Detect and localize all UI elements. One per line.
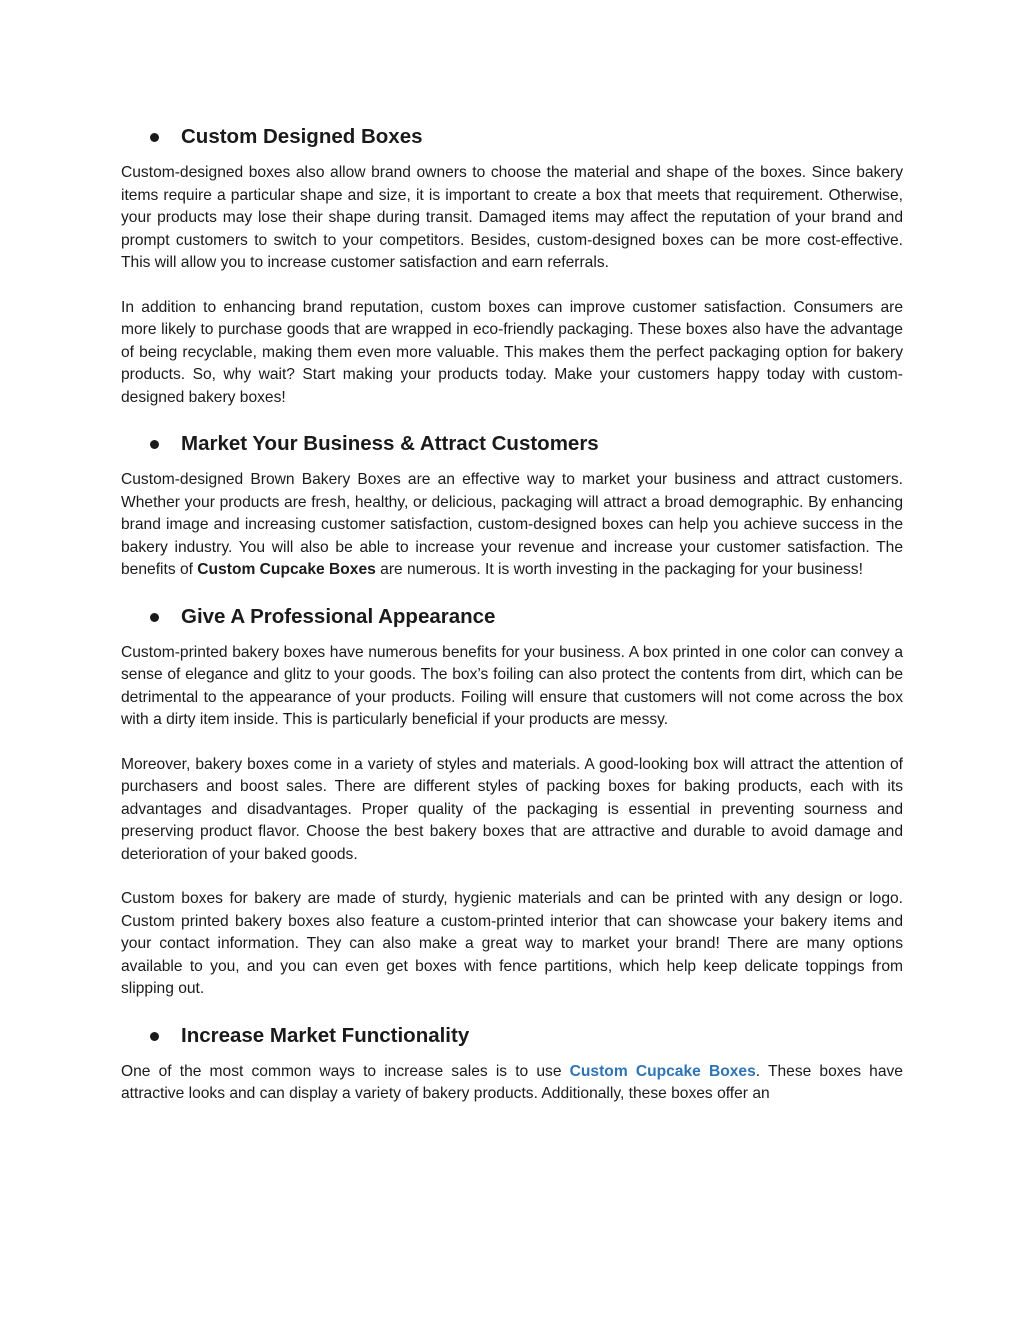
paragraph-text: are numerous. It is worth investing in the packaging for your business! [375, 561, 863, 578]
heading-text: Market Your Business & Attract Customers [181, 432, 599, 455]
document-body [121, 120, 903, 1106]
paragraph-text: Custom-designed Brown Bakery Boxes are an effective way to market your business and attract customers. Whether your products are fresh, healthy, or delicious, packaging will attract a broad demographic. By enhancing brand image and increasing customer satisfaction, custom-designed boxes can help you achieve success in the bakery industry. You will also be able to increase your revenue and increase your customer satisfaction. The benefits of [121, 471, 903, 578]
section-heading [121, 1019, 903, 1053]
paragraph: Moreover, bakery boxes come in a variety of styles and materials. A good-looking box will attract the attention of purchasers and boost sales. There are different styles of packing boxes for baking products, each with its advantages and disadvantages. Proper quality of the packaging is essential in preventing sourness and preserving product flavor. Choose the best bakery boxes that are attractive and durable to avoid damage and deterioration of your baked goods. [121, 755, 903, 863]
bullet-icon [150, 1032, 159, 1041]
heading-text: Give A Professional Appearance [181, 604, 496, 628]
bullet-icon [150, 440, 159, 449]
section-heading [121, 427, 903, 461]
paragraph: Custom boxes for bakery are made of sturdy, hygienic materials and can be printed with any design or logo. Custom printed bakery boxes also feature a custom-printed interior that can showcase your bakery items and your contact information. They can also make a great way to market your brand! There are many options available to you, and you can even get boxes with fence partitions, which help keep delicate toppings from slipping out. [121, 890, 903, 997]
bullet-icon [150, 613, 159, 622]
paragraph [121, 469, 903, 582]
bold-phrase: Custom Cupcake Boxes [197, 561, 376, 578]
paragraph: Custom-printed bakery boxes have numerous benefits for your business. A box printed in one color can convey a sense of elegance and glitz to your goods. The box’s foiling can also protect the contents from dirt, which can be detrimental to the appearance of your products. Foiling will ensure that customers will not come across the box with a dirty item inside. This is particularly beneficial if your products are messy. [121, 643, 903, 728]
paragraph: Custom-designed boxes also allow brand owners to choose the material and shape of the boxes. Since bakery items require a particular shape and size, it is important to create a box that meets that requirement. Otherwise, your products may lose their shape during transit. Damaged items may affect the reputation of your brand and prompt customers to switch to your competitors. Besides, custom-designed boxes can be more cost-effective. This will allow you to increase customer satisfaction and earn referrals. [121, 164, 903, 271]
heading-text: Increase Market Functionality [181, 1023, 470, 1047]
paragraph-text: . These boxes have attractive looks and can display a variety of bakery products. Additionally, these boxes offer an [121, 1062, 903, 1102]
section-heading [121, 600, 903, 634]
paragraph [121, 1061, 903, 1106]
custom-cupcake-boxes-link[interactable]: Custom Cupcake Boxes [569, 1062, 756, 1080]
paragraph-text: One of the most common ways to increase sales is to use [121, 1062, 570, 1080]
section-heading [121, 120, 903, 154]
heading-text: Custom Designed Boxes [181, 125, 423, 148]
paragraph: In addition to enhancing brand reputation, custom boxes can improve customer satisfaction. Consumers are more likely to purchase goods that are wrapped in eco-friendly packaging. These boxes also have the advantage of being recyclable, making them even more valuable. This makes them the perfect packaging option for bakery products. So, why wait? Start making your products today. Make your customers happy today with custom-designed bakery boxes! [121, 298, 903, 406]
bullet-icon [150, 133, 159, 142]
